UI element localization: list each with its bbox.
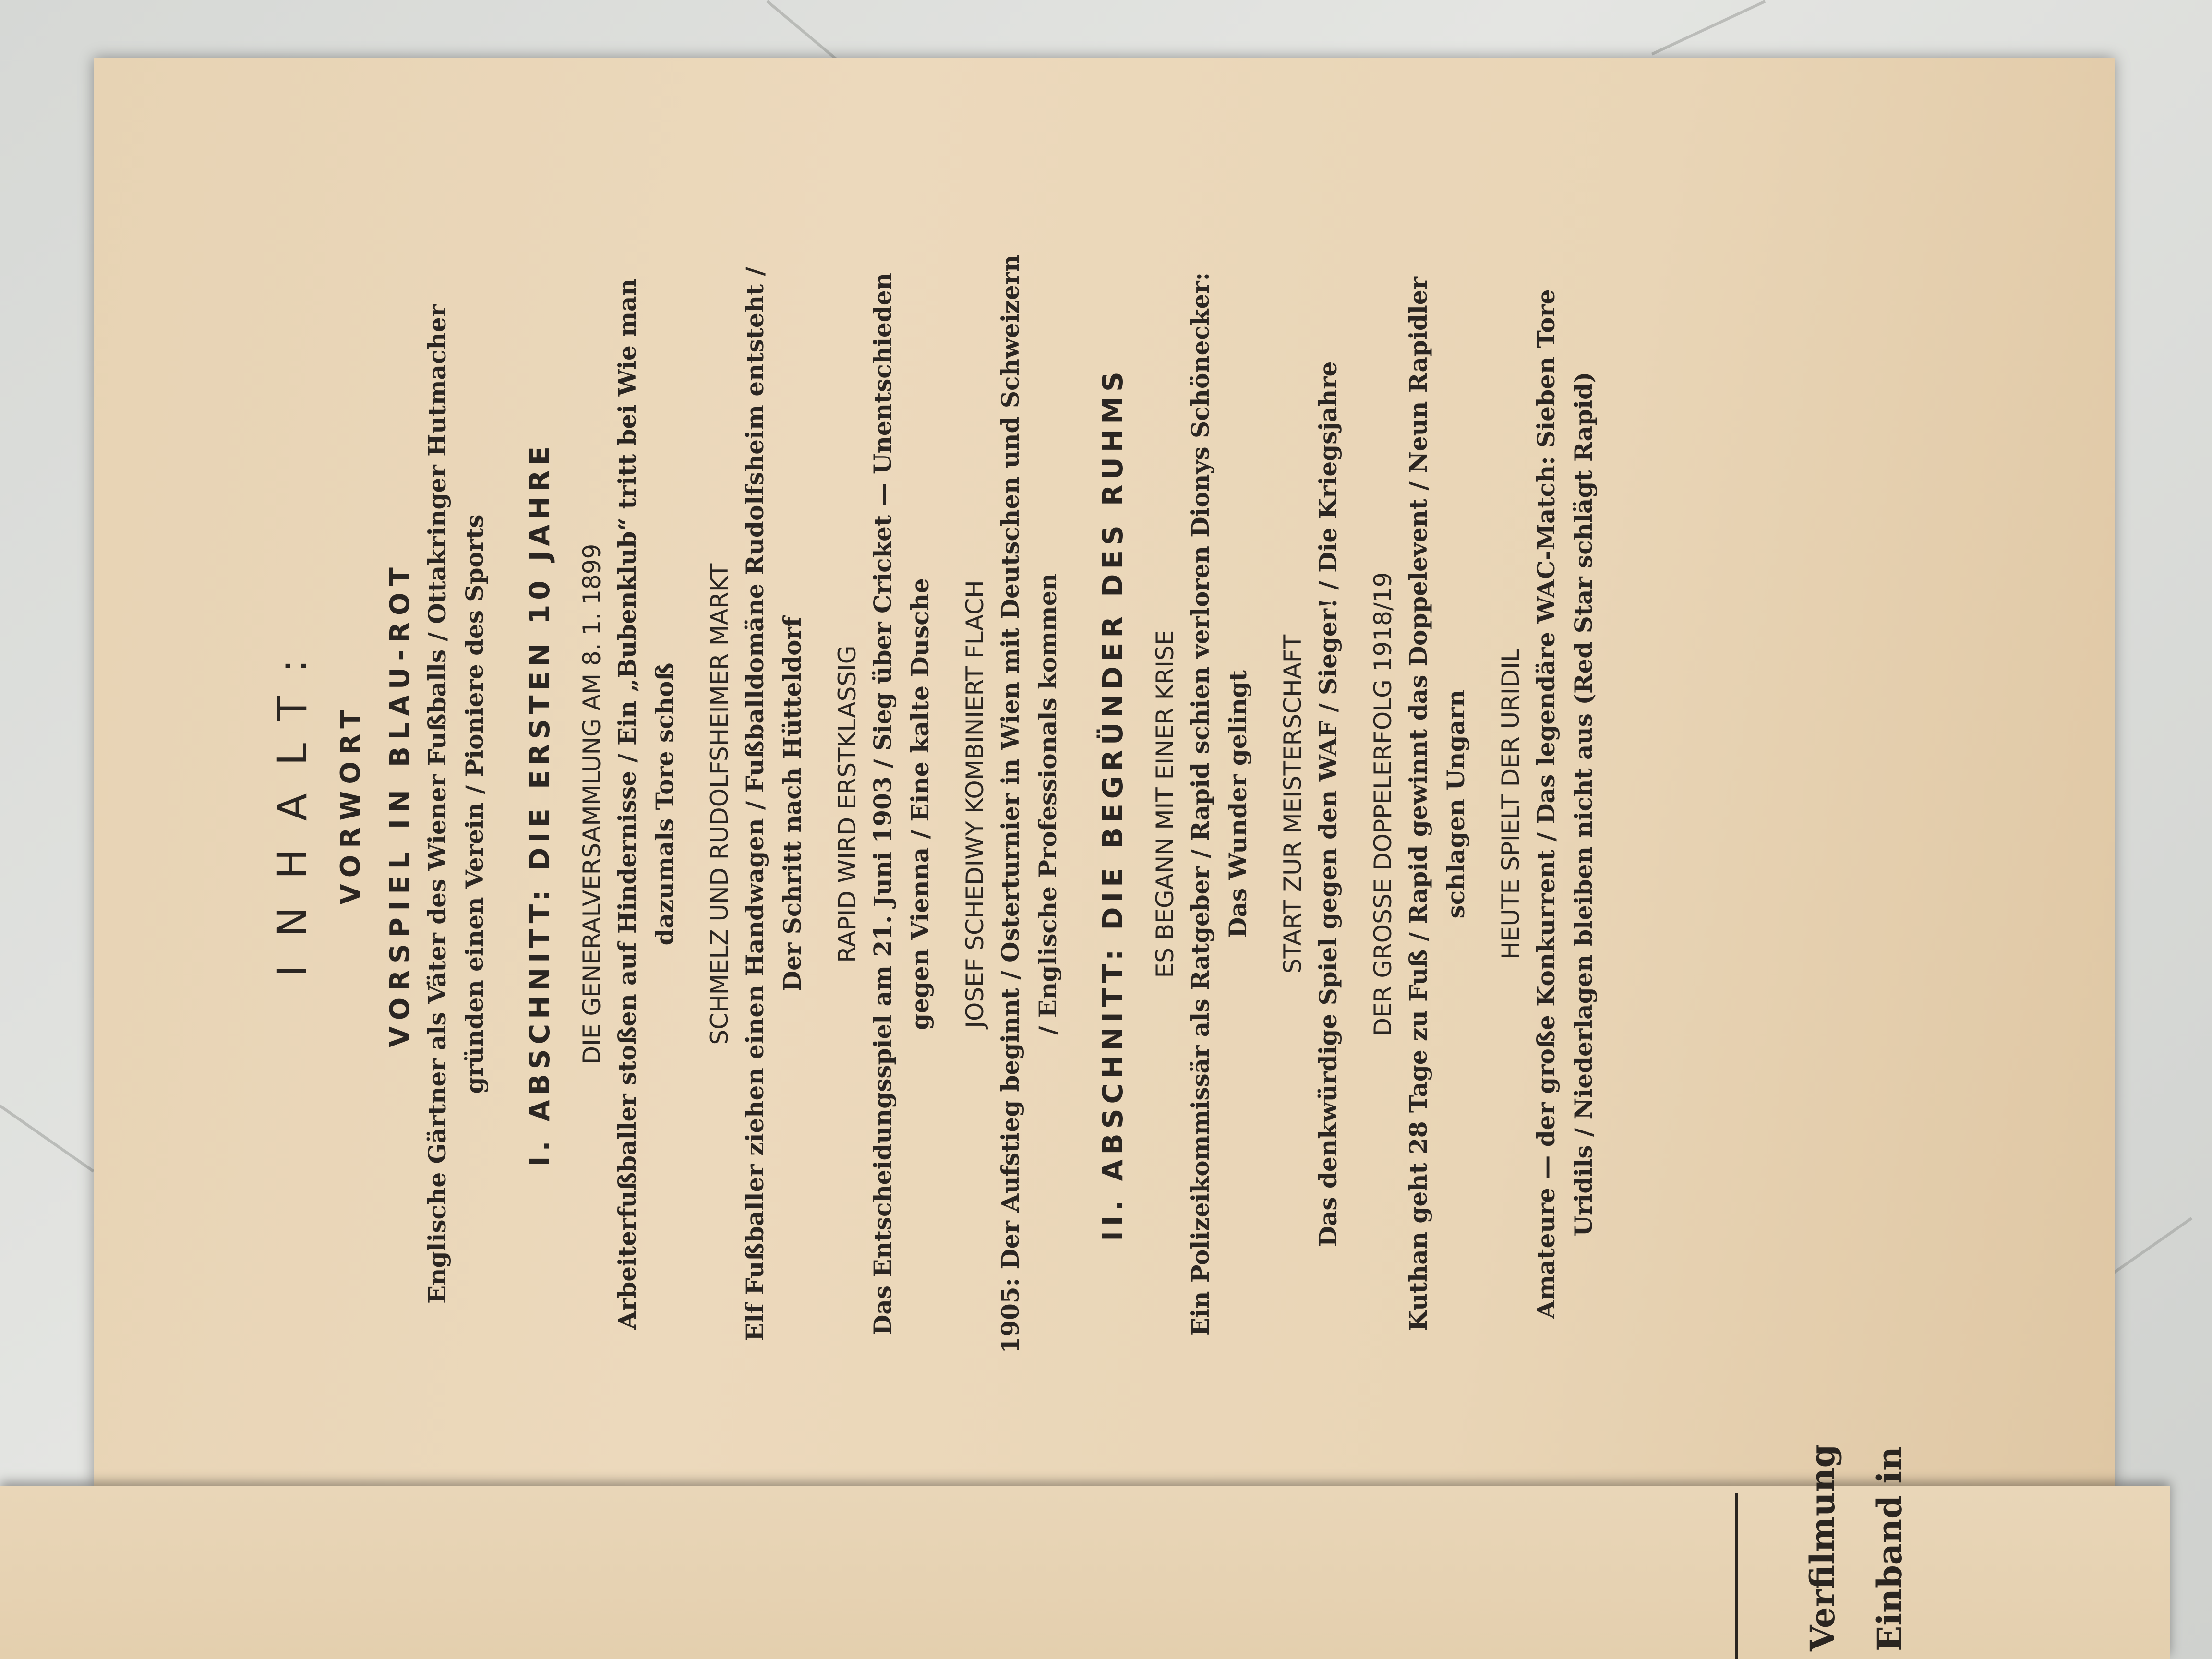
- lower-page-text-line-1: Verfilmung: [1803, 1444, 1842, 1651]
- table-of-contents: [269, 252, 1771, 1356]
- toc-section-2: II. ABSCHNITT: DIE BEGRÜNDER DES RUHMS: [1096, 367, 1129, 1241]
- toc-entry-description: Amateure — der große Konkurrent / Das legendäre WAC-Match: Sieben Tore Uridils / Niederlagen bleiben nicht aus (Red Star schlägt Rapid): [1532, 289, 1598, 1319]
- toc-entry-description: Das Entscheidungsspiel am 21. Juni 1903 / Sieg über Cricket — Unentschieden gegen Vienna / Eine kalte Dusche: [868, 273, 934, 1336]
- toc-chapter-title: DER GROSSE DOPPELERFOLG 1918/19: [1369, 572, 1397, 1036]
- toc-chapter-title: SCHMELZ UND RUDOLFSHEIMER MARKT: [706, 563, 733, 1045]
- leather-seam-right: [2112, 1217, 2192, 1274]
- toc-entry-description: Elf Fußballer ziehen einen Handwagen / Fußballdomäne Rudolfsheim entsteht / Der Schritt nach Hütteldorf: [741, 267, 806, 1341]
- lower-page-rule: [1735, 1493, 1738, 1659]
- toc-entry-description: Englische Gärtner als Väter des Wiener Fußballs / Ottakringer Hutmacher gründen einen Verein / Pioniere des Sports: [423, 304, 489, 1304]
- toc-chapter-title: START ZUR MEISTERSCHAFT: [1279, 634, 1307, 974]
- toc-title: INHALT:: [269, 631, 316, 977]
- toc-section-1: I. ABSCHNITT: DIE ERSTEN 10 JAHRE: [523, 441, 556, 1167]
- lower-book-page: [0, 1486, 2170, 1659]
- toc-chapter-title: JOSEF SCHEDIWY KOMBINIERT FLACH: [961, 580, 989, 1028]
- toc-chapter-title: HEUTE SPIELT DER URIDIL: [1497, 649, 1525, 960]
- toc-entry-description: Das denkwürdige Spiel gegen den WAF / Sieger! / Die Kriegsjahre: [1314, 361, 1342, 1247]
- toc-entry-description: Arbeiterfußballer stoßen auf Hindernisse / Ein „Bubenklub“ tritt bei Wie man dazumals Tore schoß: [613, 278, 679, 1330]
- lower-page-text-line-2: Einband in: [1870, 1446, 1910, 1651]
- toc-entry-description: Ein Polizeikommissär als Ratgeber / Rapid schien verloren Dionys Schönecker: Das Wunder gelingt: [1186, 272, 1252, 1336]
- toc-heading-vorspiel: VORSPIEL IN BLAU-ROT: [385, 561, 416, 1047]
- toc-chapter-title: DIE GENERALVERSAMMLUNG AM 8. 1. 1899: [578, 543, 606, 1065]
- toc-chapter-title: ES BEGANN MIT EINER KRISE: [1151, 630, 1179, 978]
- toc-entry-description: 1905: Der Aufstieg beginnt / Osterturnier in Wien mit Deutschen und Schweizern / Englische Professionals kommen: [996, 254, 1062, 1354]
- toc-entry-description: Kuthan geht 28 Tage zu Fuß / Rapid gewinnt das Doppelevent / Neun Rapidler schlagen Ungarn: [1404, 277, 1470, 1331]
- leather-seam-left: [0, 1104, 95, 1173]
- toc-heading-vorwort: VORWORT: [335, 703, 366, 905]
- leather-seam-top-right: [1651, 0, 1766, 55]
- toc-chapter-title: RAPID WIRD ERSTKLASSIG: [833, 645, 861, 963]
